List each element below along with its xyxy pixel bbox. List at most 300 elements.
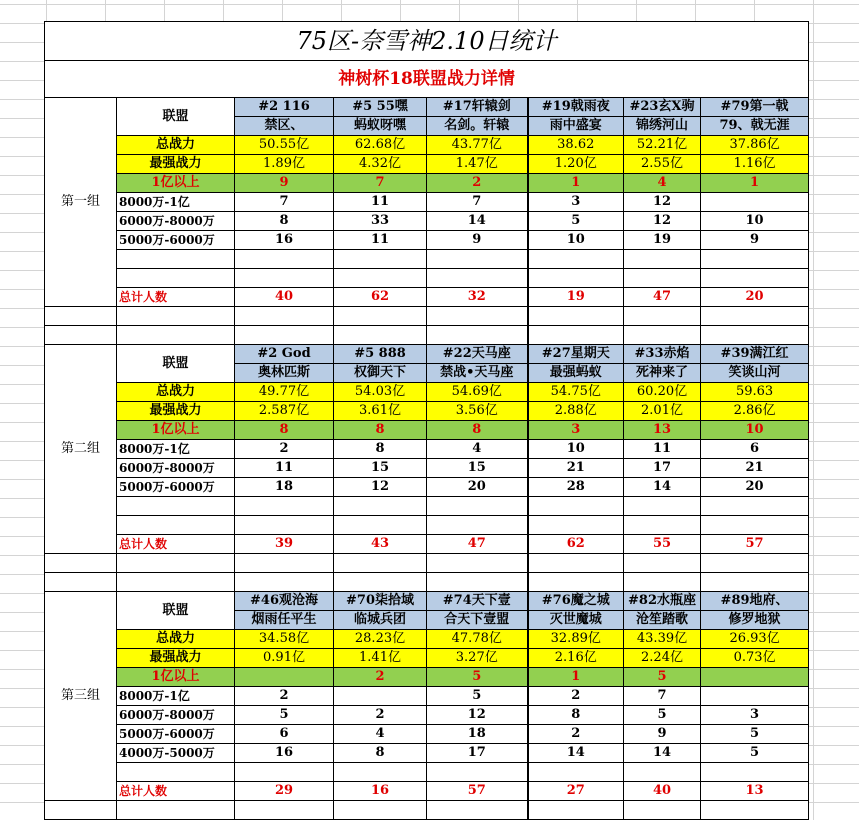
max-power-value[interactable]: 4.32亿 xyxy=(334,155,427,174)
max-power-value[interactable]: 3.27亿 xyxy=(427,649,528,668)
blank-cell[interactable] xyxy=(427,307,528,326)
blank-cell[interactable] xyxy=(701,326,809,345)
blank-cell[interactable] xyxy=(624,516,701,535)
blank-cell[interactable] xyxy=(427,763,528,782)
tier-row xyxy=(45,744,809,763)
blank-cell[interactable] xyxy=(117,763,235,782)
blank-cell[interactable] xyxy=(528,326,624,345)
tier-value[interactable]: 8 xyxy=(235,212,334,231)
tier-value[interactable]: 7 xyxy=(427,193,528,212)
alliance-name[interactable]: 合天下壹盟 xyxy=(427,611,528,630)
total-power-label[interactable]: 总战力 xyxy=(117,630,235,649)
max-power-row xyxy=(45,649,809,668)
alliance-name[interactable]: 死神来了 xyxy=(624,364,701,383)
blank-cell[interactable] xyxy=(528,307,624,326)
blank-cell[interactable] xyxy=(117,516,235,535)
over-100m-value[interactable]: 8 xyxy=(334,421,427,440)
blank-cell[interactable] xyxy=(334,801,427,820)
over-100m-value[interactable] xyxy=(235,668,334,687)
tier-row xyxy=(45,478,809,497)
over-100m-row xyxy=(45,668,809,687)
total-people-value[interactable]: 40 xyxy=(235,288,334,307)
tier-value[interactable]: 12 xyxy=(427,706,528,725)
tier-label[interactable]: 6000万-8000万 xyxy=(117,706,235,725)
total-power-value[interactable]: 28.23亿 xyxy=(334,630,427,649)
tier-label[interactable] xyxy=(117,250,235,269)
tier-label[interactable]: 6000万-8000万 xyxy=(117,212,235,231)
tier-label[interactable]: 8000万-1亿 xyxy=(117,193,235,212)
blank-cell[interactable] xyxy=(235,554,334,573)
sheet-subtitle[interactable]: 神树杯18联盟战力详情 xyxy=(45,61,809,98)
blank-cell[interactable] xyxy=(235,307,334,326)
alliance-name[interactable]: 雨中盛宴 xyxy=(528,117,624,136)
alliance-name[interactable]: 名剑。轩辕 xyxy=(427,117,528,136)
max-power-row xyxy=(45,402,809,421)
total-people-value[interactable]: 40 xyxy=(624,782,701,801)
max-power-value[interactable]: 1.89亿 xyxy=(235,155,334,174)
tier-value[interactable]: 4 xyxy=(427,440,528,459)
tier-value[interactable]: 14 xyxy=(624,744,701,763)
over-100m-value[interactable]: 1 xyxy=(528,668,624,687)
blank-cell[interactable] xyxy=(427,326,528,345)
blank-cell[interactable] xyxy=(624,763,701,782)
tier-value[interactable]: 5 xyxy=(701,725,809,744)
tier-value[interactable]: 3 xyxy=(701,706,809,725)
tier-value[interactable] xyxy=(624,250,701,269)
over-100m-value[interactable]: 13 xyxy=(624,421,701,440)
alliance-id[interactable]: #74天下壹 xyxy=(427,592,528,611)
total-power-value[interactable]: 43.77亿 xyxy=(427,136,528,155)
max-power-row xyxy=(45,155,809,174)
blank-cell[interactable] xyxy=(334,307,427,326)
blank-cell[interactable] xyxy=(528,573,624,592)
blank-cell[interactable] xyxy=(117,801,235,820)
total-people-value[interactable]: 39 xyxy=(235,535,334,554)
blank-cell[interactable] xyxy=(701,554,809,573)
total-people-value[interactable]: 13 xyxy=(701,782,809,801)
total-people-row xyxy=(45,782,809,801)
tier-value[interactable]: 19 xyxy=(624,231,701,250)
blank-cell[interactable] xyxy=(624,307,701,326)
total-power-value[interactable]: 60.20亿 xyxy=(624,383,701,402)
blank-cell[interactable] xyxy=(701,307,809,326)
total-people-row xyxy=(45,288,809,307)
total-people-value[interactable]: 47 xyxy=(427,535,528,554)
blank-cell[interactable] xyxy=(117,307,235,326)
tier-value[interactable]: 9 xyxy=(427,231,528,250)
tier-value[interactable]: 15 xyxy=(427,459,528,478)
over-100m-value[interactable]: 2 xyxy=(427,174,528,193)
tier-value[interactable]: 2 xyxy=(528,725,624,744)
total-people-value[interactable]: 20 xyxy=(701,288,809,307)
max-power-value[interactable]: 2.24亿 xyxy=(624,649,701,668)
total-power-value[interactable]: 52.21亿 xyxy=(624,136,701,155)
total-power-value[interactable]: 47.78亿 xyxy=(427,630,528,649)
blank-cell[interactable] xyxy=(624,801,701,820)
total-people-value[interactable]: 62 xyxy=(528,535,624,554)
tier-value[interactable]: 21 xyxy=(701,459,809,478)
tier-value[interactable]: 12 xyxy=(624,193,701,212)
total-people-label[interactable]: 总计人数 xyxy=(117,288,235,307)
tier-value[interactable]: 11 xyxy=(334,231,427,250)
tier-value[interactable]: 8 xyxy=(334,744,427,763)
alliance-header[interactable]: 联盟 xyxy=(117,98,235,136)
blank-cell[interactable] xyxy=(334,516,427,535)
tier-value[interactable]: 12 xyxy=(334,478,427,497)
alliance-id-row xyxy=(45,345,809,364)
tier-value[interactable]: 33 xyxy=(334,212,427,231)
blank-cell[interactable] xyxy=(701,269,809,288)
tier-value[interactable] xyxy=(427,497,528,516)
total-people-value[interactable]: 57 xyxy=(427,782,528,801)
tier-value[interactable]: 20 xyxy=(701,478,809,497)
total-power-value[interactable]: 32.89亿 xyxy=(528,630,624,649)
tier-value[interactable] xyxy=(701,497,809,516)
tier-value[interactable]: 10 xyxy=(528,231,624,250)
tier-value[interactable] xyxy=(701,687,809,706)
tier-value[interactable]: 28 xyxy=(528,478,624,497)
over-100m-label[interactable]: 1亿以上 xyxy=(117,174,235,193)
tier-value[interactable]: 11 xyxy=(624,440,701,459)
tier-value[interactable]: 8 xyxy=(334,440,427,459)
max-power-label[interactable]: 最强战力 xyxy=(117,402,235,421)
total-people-value[interactable]: 47 xyxy=(624,288,701,307)
alliance-id[interactable]: #89地府、 xyxy=(701,592,809,611)
tier-value[interactable]: 5 xyxy=(427,687,528,706)
tier-value[interactable]: 5 xyxy=(528,212,624,231)
tier-value[interactable]: 10 xyxy=(528,440,624,459)
alliance-name[interactable]: 禁区、 xyxy=(235,117,334,136)
blank-cell[interactable] xyxy=(528,516,624,535)
blank-cell[interactable] xyxy=(528,801,624,820)
blank-cell[interactable] xyxy=(235,326,334,345)
group-label[interactable]: 第三组 xyxy=(45,592,117,801)
tier-value[interactable]: 4 xyxy=(334,725,427,744)
blank-cell[interactable] xyxy=(235,269,334,288)
alliance-name[interactable]: 笑谈山河 xyxy=(701,364,809,383)
max-power-value[interactable]: 1.47亿 xyxy=(427,155,528,174)
over-100m-value[interactable]: 1 xyxy=(701,174,809,193)
over-100m-label[interactable]: 1亿以上 xyxy=(117,668,235,687)
tier-row xyxy=(45,706,809,725)
tier-value[interactable]: 5 xyxy=(701,744,809,763)
blank-cell[interactable] xyxy=(45,307,117,326)
tier-value[interactable]: 3 xyxy=(528,193,624,212)
tier-value[interactable]: 11 xyxy=(235,459,334,478)
alliance-id[interactable]: #82水瓶座 xyxy=(624,592,701,611)
tier-value[interactable] xyxy=(235,250,334,269)
tier-label[interactable]: 5000万-6000万 xyxy=(117,725,235,744)
total-people-value[interactable]: 19 xyxy=(528,288,624,307)
tier-value[interactable]: 14 xyxy=(427,212,528,231)
alliance-id-row xyxy=(45,98,809,117)
tier-value[interactable] xyxy=(334,497,427,516)
alliance-id[interactable]: #46观沧海 xyxy=(235,592,334,611)
over-100m-value[interactable] xyxy=(701,668,809,687)
tier-value[interactable]: 17 xyxy=(624,459,701,478)
over-100m-value[interactable]: 8 xyxy=(235,421,334,440)
tier-row xyxy=(45,440,809,459)
max-power-label[interactable]: 最强战力 xyxy=(117,649,235,668)
blank-cell[interactable] xyxy=(427,801,528,820)
alliance-id[interactable]: #33赤焰 xyxy=(624,345,701,364)
total-power-value[interactable]: 54.75亿 xyxy=(528,383,624,402)
blank-cell[interactable] xyxy=(45,554,117,573)
max-power-value[interactable]: 2.88亿 xyxy=(528,402,624,421)
tier-row xyxy=(45,212,809,231)
max-power-value[interactable]: 2.55亿 xyxy=(624,155,701,174)
total-power-value[interactable]: 26.93亿 xyxy=(701,630,809,649)
blank-cell[interactable] xyxy=(334,573,427,592)
blank-cell[interactable] xyxy=(528,269,624,288)
blank-cell[interactable] xyxy=(334,554,427,573)
blank-cell[interactable] xyxy=(334,269,427,288)
tier-value[interactable]: 7 xyxy=(624,687,701,706)
alliance-id-row xyxy=(45,592,809,611)
tier-value[interactable]: 5 xyxy=(624,706,701,725)
alliance-id[interactable]: #76魔之城 xyxy=(528,592,624,611)
blank-cell[interactable] xyxy=(117,573,235,592)
blank-cell[interactable] xyxy=(528,554,624,573)
tier-value[interactable]: 8 xyxy=(528,706,624,725)
blank-cell[interactable] xyxy=(427,516,528,535)
tier-value[interactable]: 16 xyxy=(235,231,334,250)
spacer-row xyxy=(45,307,809,326)
max-power-value[interactable]: 3.56亿 xyxy=(427,402,528,421)
total-power-value[interactable]: 49.77亿 xyxy=(235,383,334,402)
tier-value[interactable]: 7 xyxy=(235,193,334,212)
over-100m-value[interactable]: 5 xyxy=(427,668,528,687)
blank-cell[interactable] xyxy=(427,269,528,288)
tier-label[interactable]: 5000万-6000万 xyxy=(117,478,235,497)
tier-value[interactable] xyxy=(334,250,427,269)
tier-value[interactable] xyxy=(528,497,624,516)
over-100m-value[interactable]: 7 xyxy=(334,174,427,193)
total-power-value[interactable]: 34.58亿 xyxy=(235,630,334,649)
tier-value[interactable]: 12 xyxy=(624,212,701,231)
alliance-id[interactable]: #2 116 xyxy=(235,98,334,117)
total-power-value[interactable]: 43.39亿 xyxy=(624,630,701,649)
max-power-value[interactable]: 2.01亿 xyxy=(624,402,701,421)
blank-cell[interactable] xyxy=(701,763,809,782)
alliance-id[interactable]: #19戟雨夜 xyxy=(528,98,624,117)
tier-value[interactable]: 6 xyxy=(701,440,809,459)
spacer-row xyxy=(45,573,809,592)
blank-cell[interactable] xyxy=(528,763,624,782)
tier-label[interactable]: 8000万-1亿 xyxy=(117,440,235,459)
alliance-id[interactable]: #79第一戟 xyxy=(701,98,809,117)
total-people-value[interactable]: 29 xyxy=(235,782,334,801)
blank-cell[interactable] xyxy=(701,516,809,535)
over-100m-label[interactable]: 1亿以上 xyxy=(117,421,235,440)
tier-label[interactable]: 8000万-1亿 xyxy=(117,687,235,706)
blank-cell[interactable] xyxy=(624,554,701,573)
total-power-value[interactable]: 37.86亿 xyxy=(701,136,809,155)
blank-cell[interactable] xyxy=(45,801,117,820)
tier-value[interactable]: 18 xyxy=(427,725,528,744)
alliance-id[interactable]: #5 55嘿 xyxy=(334,98,427,117)
total-people-value[interactable]: 62 xyxy=(334,288,427,307)
alliance-id[interactable]: #22天马座 xyxy=(427,345,528,364)
total-power-row xyxy=(45,630,809,649)
alliance-header[interactable]: 联盟 xyxy=(117,592,235,630)
over-100m-row xyxy=(45,421,809,440)
over-100m-value[interactable]: 1 xyxy=(528,174,624,193)
over-100m-value[interactable]: 9 xyxy=(235,174,334,193)
over-100m-value[interactable]: 5 xyxy=(624,668,701,687)
tier-value[interactable] xyxy=(624,497,701,516)
tier-value[interactable]: 14 xyxy=(624,478,701,497)
alliance-id[interactable]: #2 God xyxy=(235,345,334,364)
total-people-value[interactable]: 55 xyxy=(624,535,701,554)
tier-value[interactable]: 2 xyxy=(528,687,624,706)
total-power-value[interactable]: 54.69亿 xyxy=(427,383,528,402)
blank-cell[interactable] xyxy=(334,326,427,345)
tier-value[interactable] xyxy=(334,687,427,706)
alliance-id[interactable]: #23玄X驹 xyxy=(624,98,701,117)
tier-row xyxy=(45,497,809,516)
alliance-id[interactable]: #17轩辕剑 xyxy=(427,98,528,117)
alliance-name[interactable]: 奥林匹斯 xyxy=(235,364,334,383)
max-power-value[interactable]: 2.16亿 xyxy=(528,649,624,668)
alliance-name[interactable]: 灭世魔城 xyxy=(528,611,624,630)
tier-value[interactable] xyxy=(528,250,624,269)
tier-label[interactable] xyxy=(117,497,235,516)
tier-label[interactable]: 4000万-5000万 xyxy=(117,744,235,763)
blank-cell[interactable] xyxy=(624,573,701,592)
tier-row xyxy=(45,231,809,250)
tier-value[interactable]: 20 xyxy=(427,478,528,497)
tier-value[interactable] xyxy=(701,250,809,269)
total-people-value[interactable]: 16 xyxy=(334,782,427,801)
max-power-label[interactable]: 最强战力 xyxy=(117,155,235,174)
alliance-id[interactable]: #5 888 xyxy=(334,345,427,364)
total-power-value[interactable]: 38.62 xyxy=(528,136,624,155)
over-100m-value[interactable]: 10 xyxy=(701,421,809,440)
alliance-name[interactable]: 蚂蚁呀嘿 xyxy=(334,117,427,136)
blank-cell[interactable] xyxy=(624,269,701,288)
blank-cell[interactable] xyxy=(235,801,334,820)
total-people-value[interactable]: 43 xyxy=(334,535,427,554)
alliance-name[interactable]: 权御天下 xyxy=(334,364,427,383)
blank-cell[interactable] xyxy=(235,516,334,535)
over-100m-value[interactable]: 2 xyxy=(334,668,427,687)
tier-value[interactable]: 2 xyxy=(235,687,334,706)
blank-cell[interactable] xyxy=(45,326,117,345)
blank-cell[interactable] xyxy=(235,573,334,592)
tier-value[interactable]: 11 xyxy=(334,193,427,212)
blank-cell[interactable] xyxy=(427,554,528,573)
tier-value[interactable]: 9 xyxy=(624,725,701,744)
total-power-value[interactable]: 59.63 xyxy=(701,383,809,402)
tier-value[interactable]: 16 xyxy=(235,744,334,763)
total-people-value[interactable]: 27 xyxy=(528,782,624,801)
blank-cell[interactable] xyxy=(117,554,235,573)
tier-label[interactable]: 6000万-8000万 xyxy=(117,459,235,478)
total-people-value[interactable]: 57 xyxy=(701,535,809,554)
tier-value[interactable]: 14 xyxy=(528,744,624,763)
spacer-row xyxy=(45,326,809,345)
group-label[interactable]: 第二组 xyxy=(45,345,117,554)
total-power-value[interactable]: 62.68亿 xyxy=(334,136,427,155)
tier-value[interactable]: 2 xyxy=(235,440,334,459)
tier-value[interactable]: 18 xyxy=(235,478,334,497)
tier-value[interactable]: 2 xyxy=(334,706,427,725)
blank-cell[interactable] xyxy=(334,763,427,782)
alliance-name[interactable]: 临城兵团 xyxy=(334,611,427,630)
blank-cell[interactable] xyxy=(427,573,528,592)
total-people-value[interactable]: 32 xyxy=(427,288,528,307)
alliance-id[interactable]: #70柒拾域 xyxy=(334,592,427,611)
alliance-id[interactable]: #39满江红 xyxy=(701,345,809,364)
over-100m-value[interactable]: 3 xyxy=(528,421,624,440)
max-power-value[interactable]: 1.16亿 xyxy=(701,155,809,174)
blank-cell[interactable] xyxy=(235,763,334,782)
blank-cell[interactable] xyxy=(624,326,701,345)
tier-value[interactable]: 21 xyxy=(528,459,624,478)
tier-value[interactable] xyxy=(235,497,334,516)
tier-value[interactable]: 15 xyxy=(334,459,427,478)
group-label[interactable]: 第一组 xyxy=(45,98,117,307)
alliance-name[interactable]: 烟雨任平生 xyxy=(235,611,334,630)
max-power-value[interactable]: 0.73亿 xyxy=(701,649,809,668)
total-power-value[interactable]: 50.55亿 xyxy=(235,136,334,155)
total-power-label[interactable]: 总战力 xyxy=(117,136,235,155)
total-people-label[interactable]: 总计人数 xyxy=(117,782,235,801)
total-power-row xyxy=(45,383,809,402)
alliance-name[interactable]: 最强蚂蚁 xyxy=(528,364,624,383)
tier-value[interactable]: 9 xyxy=(701,231,809,250)
tier-value[interactable]: 5 xyxy=(235,706,334,725)
tier-value[interactable] xyxy=(427,250,528,269)
max-power-value[interactable]: 0.91亿 xyxy=(235,649,334,668)
over-100m-value[interactable]: 8 xyxy=(427,421,528,440)
max-power-value[interactable]: 3.61亿 xyxy=(334,402,427,421)
sheet-title[interactable]: 75区-奈雪神2.10日统计 xyxy=(45,22,809,61)
tier-value[interactable]: 17 xyxy=(427,744,528,763)
blank-cell[interactable] xyxy=(45,573,117,592)
total-power-row xyxy=(45,136,809,155)
alliance-id[interactable]: #27星期天 xyxy=(528,345,624,364)
total-power-label[interactable]: 总战力 xyxy=(117,383,235,402)
tier-value[interactable]: 6 xyxy=(235,725,334,744)
tier-row xyxy=(45,725,809,744)
alliance-name[interactable]: 锦绣河山 xyxy=(624,117,701,136)
spacer-row xyxy=(45,554,809,573)
max-power-value[interactable]: 2.587亿 xyxy=(235,402,334,421)
tier-row xyxy=(45,687,809,706)
alliance-name[interactable]: 79、戟无涯 xyxy=(701,117,809,136)
tier-value[interactable]: 10 xyxy=(701,212,809,231)
total-power-value[interactable]: 54.03亿 xyxy=(334,383,427,402)
total-people-label[interactable]: 总计人数 xyxy=(117,535,235,554)
blank-cell[interactable] xyxy=(701,801,809,820)
alliance-name[interactable]: 禁战•天马座 xyxy=(427,364,528,383)
tier-value[interactable] xyxy=(701,193,809,212)
max-power-value[interactable]: 2.86亿 xyxy=(701,402,809,421)
over-100m-value[interactable]: 4 xyxy=(624,174,701,193)
blank-cell[interactable] xyxy=(117,269,235,288)
alliance-header[interactable]: 联盟 xyxy=(117,345,235,383)
blank-cell[interactable] xyxy=(701,573,809,592)
tier-label[interactable]: 5000万-6000万 xyxy=(117,231,235,250)
max-power-value[interactable]: 1.41亿 xyxy=(334,649,427,668)
alliance-name[interactable]: 沧笙踏歌 xyxy=(624,611,701,630)
over-100m-row xyxy=(45,174,809,193)
blank-cell[interactable] xyxy=(117,326,235,345)
max-power-value[interactable]: 1.20亿 xyxy=(528,155,624,174)
alliance-name[interactable]: 修罗地狱 xyxy=(701,611,809,630)
